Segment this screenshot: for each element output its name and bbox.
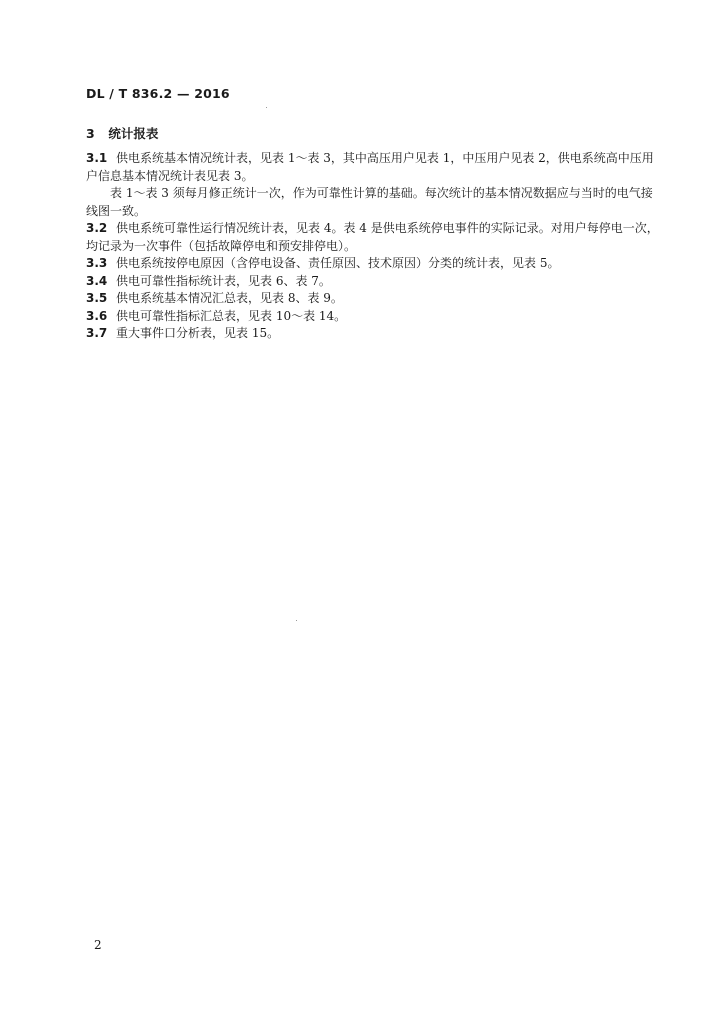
clause-text: 表 1～表 3 须每月修正统计一次，作为可靠性计算的基础。每次统计的基本情况数据应与当时的电气接线图一致。 xyxy=(86,186,653,218)
clause-text: 重大事件口分析表，见表 15。 xyxy=(116,326,280,340)
clause-3-3 xyxy=(86,255,664,273)
clause-3-4 xyxy=(86,273,664,291)
clause-text: 供电可靠性指标统计表，见表 6、表 7。 xyxy=(116,273,331,288)
clause-number: 3.6 xyxy=(86,308,108,323)
clause-text: 供电可靠性指标汇总表，见表 10～表 14。 xyxy=(116,308,347,323)
clause-number: 3.7 xyxy=(86,326,108,340)
clause-text: 供电系统基本情况统计表，见表 1～表 3，其中高压用户见表 1，中压用户见表 2，供电系统高中压用户信息基本情况统计表见表 3。 xyxy=(86,151,654,183)
clause-number: 3.3 xyxy=(86,256,108,270)
section-heading xyxy=(86,124,158,142)
clause-3-1 xyxy=(86,150,664,185)
section-number: 3 xyxy=(86,126,95,141)
clause-text: 供电系统基本情况汇总表，见表 8、表 9。 xyxy=(116,291,343,305)
clause-list xyxy=(86,150,664,343)
clause-3-2 xyxy=(86,220,664,255)
clause-3-1-paragraph xyxy=(86,185,664,220)
page-number: 2 xyxy=(94,938,102,952)
clause-number: 3.2 xyxy=(86,221,108,235)
clause-text: 供电系统按停电原因（含停电设备、责任原因、技术原因）分类的统计表，见表 5。 xyxy=(116,256,560,270)
clause-text: 供电系统可靠性运行情况统计表，见表 4。表 4 是供电系统停电事件的实际记录。对用户每停电一次，均记录为一次事件（包括故障停电和预安排停电）。 xyxy=(86,221,659,253)
scan-speck xyxy=(266,107,267,108)
clause-3-6 xyxy=(86,308,664,326)
clause-number: 3.1 xyxy=(86,151,108,165)
clause-3-5 xyxy=(86,290,664,308)
clause-number: 3.5 xyxy=(86,291,108,305)
scan-speck xyxy=(296,620,297,621)
standard-code: DL / T 836.2 — 2016 xyxy=(86,86,230,101)
section-title: 统计报表 xyxy=(108,126,159,141)
clause-3-7 xyxy=(86,325,664,343)
clause-number: 3.4 xyxy=(86,273,108,288)
